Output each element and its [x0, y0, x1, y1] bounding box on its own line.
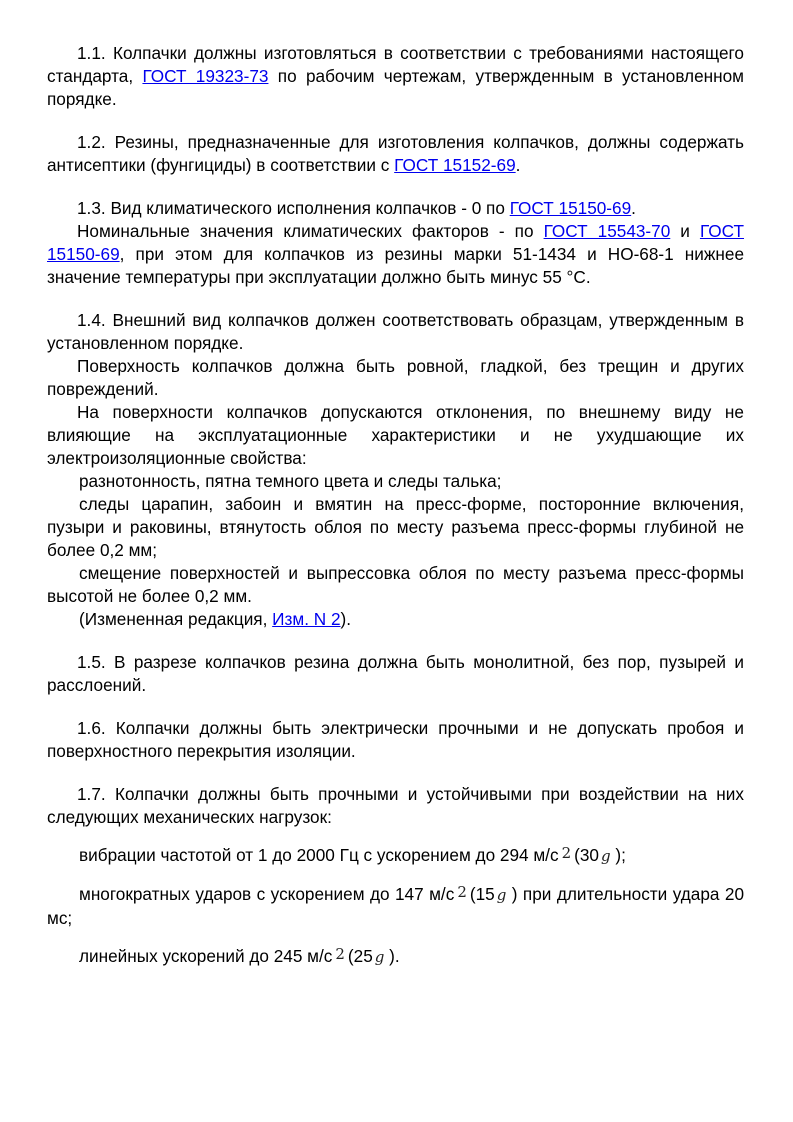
text: (30 — [574, 845, 599, 865]
paragraph-1-6: 1.6. Колпачки должны быть электрически прочными и не допускать пробоя и поверхностного перекрытия изоляции. — [47, 718, 744, 761]
g-unit: g — [374, 948, 385, 966]
text: Номинальные значения климатических факторов - по — [77, 221, 544, 241]
superscript: 2 — [335, 945, 345, 963]
paragraph-1-4: 1.4. Внешний вид колпачков должен соответствовать образцам, утвержденным в установленном порядке. — [47, 310, 744, 353]
section-1-3 — [47, 197, 744, 289]
gost-19323-73-link[interactable]: ГОСТ 19323-73 — [142, 66, 269, 86]
text: (25 — [347, 946, 373, 966]
list-item-offset: смещение поверхностей и выпрессовка облоя по месту разъема пресс-формы высотой не более 0,2 мм. — [47, 563, 744, 606]
list-item-tone: разнотонность, пятна темного цвета и следы талька; — [79, 471, 502, 491]
g-unit: g — [496, 886, 507, 904]
document-page — [47, 42, 744, 989]
load-vibration — [47, 842, 744, 868]
paragraph-surface: Поверхность колпачков должна быть ровной, гладкой, без трещин и других повреждений. — [47, 356, 744, 399]
amendment-note — [47, 608, 744, 631]
section-1-1 — [47, 42, 744, 111]
section-1-4 — [47, 309, 744, 631]
section-1-2 — [47, 131, 744, 177]
text: ). — [389, 946, 400, 966]
text: ). — [340, 609, 352, 629]
load-linear — [47, 943, 744, 969]
text: , при этом для колпачков из резины марки 51-1434 и НО-68-1 нижнее значение температуры при эксплуатации должно быть минус 55 °С. — [47, 244, 744, 287]
text: . — [631, 198, 636, 218]
text: ); — [615, 845, 626, 865]
text: (15 — [469, 884, 495, 904]
text: вибрации частотой от 1 до 2000 Гц с ускорением до 294 м/с — [79, 845, 559, 865]
amendment-2-link[interactable]: Изм. N 2 — [272, 609, 341, 629]
load-impact — [47, 881, 744, 930]
paragraph-1-3 — [47, 197, 744, 220]
paragraph-1-5: 1.5. В разрезе колпачков резина должна быть монолитной, без пор, пузырей и расслоений. — [47, 652, 744, 695]
text: по рабочим чертежам, утвержденным в установленном порядке. — [47, 66, 744, 109]
list-item-scratches: следы царапин, забоин и вмятин на пресс-форме, посторонние включения, пузыри и раковины, втянутость облоя по месту разъема пресс-формы глубиной не более 0,2 мм; — [47, 494, 744, 560]
superscript: 2 — [561, 844, 572, 862]
paragraph-1-2 — [47, 131, 744, 177]
paragraph-1-7: 1.7. Колпачки должны быть прочными и устойчивыми при воздействии на них следующих механических нагрузок: — [47, 784, 744, 827]
paragraph-deviations: На поверхности колпачков допускаются отклонения, по внешнему виду не влияющие на эксплуатационные характеристики и не ухудшающие их электроизоляционные свойства: — [47, 402, 744, 468]
gost-15152-69-link[interactable]: ГОСТ 15152-69 — [394, 155, 516, 175]
g-unit: g — [600, 847, 611, 865]
section-1-7 — [47, 783, 744, 969]
text: линейных ускорений до 245 м/с — [79, 946, 333, 966]
gost-15543-70-link[interactable]: ГОСТ 15543-70 — [543, 221, 671, 241]
text: . — [515, 155, 521, 175]
text: многократных ударов с ускорением до 147 м/с — [79, 884, 455, 904]
section-1-5 — [47, 651, 744, 697]
text: 1.2. Резины, предназначенные для изготовления колпачков, должны содержать антисептики (фунгициды) в соответствии с — [47, 132, 744, 175]
paragraph-1-3-climatic-factors — [47, 220, 744, 289]
text: и — [670, 221, 700, 241]
section-1-6 — [47, 717, 744, 763]
text: 1.3. Вид климатического исполнения колпачков - 0 по — [77, 198, 510, 218]
paragraph-1-1 — [47, 42, 744, 111]
text: ) при длительности удара 20 мс; — [47, 884, 744, 928]
gost-15150-69-link[interactable]: ГОСТ 15150-69 — [509, 198, 632, 218]
gost-15150-69-link-2[interactable]: ГОСТ 15150-69 — [47, 221, 744, 264]
text: 1.1. Колпачки должны изготовляться в соответствии с требованиями настоящего стандарта, — [47, 43, 744, 86]
text: (Измененная редакция, — [79, 609, 273, 629]
superscript: 2 — [457, 883, 467, 901]
